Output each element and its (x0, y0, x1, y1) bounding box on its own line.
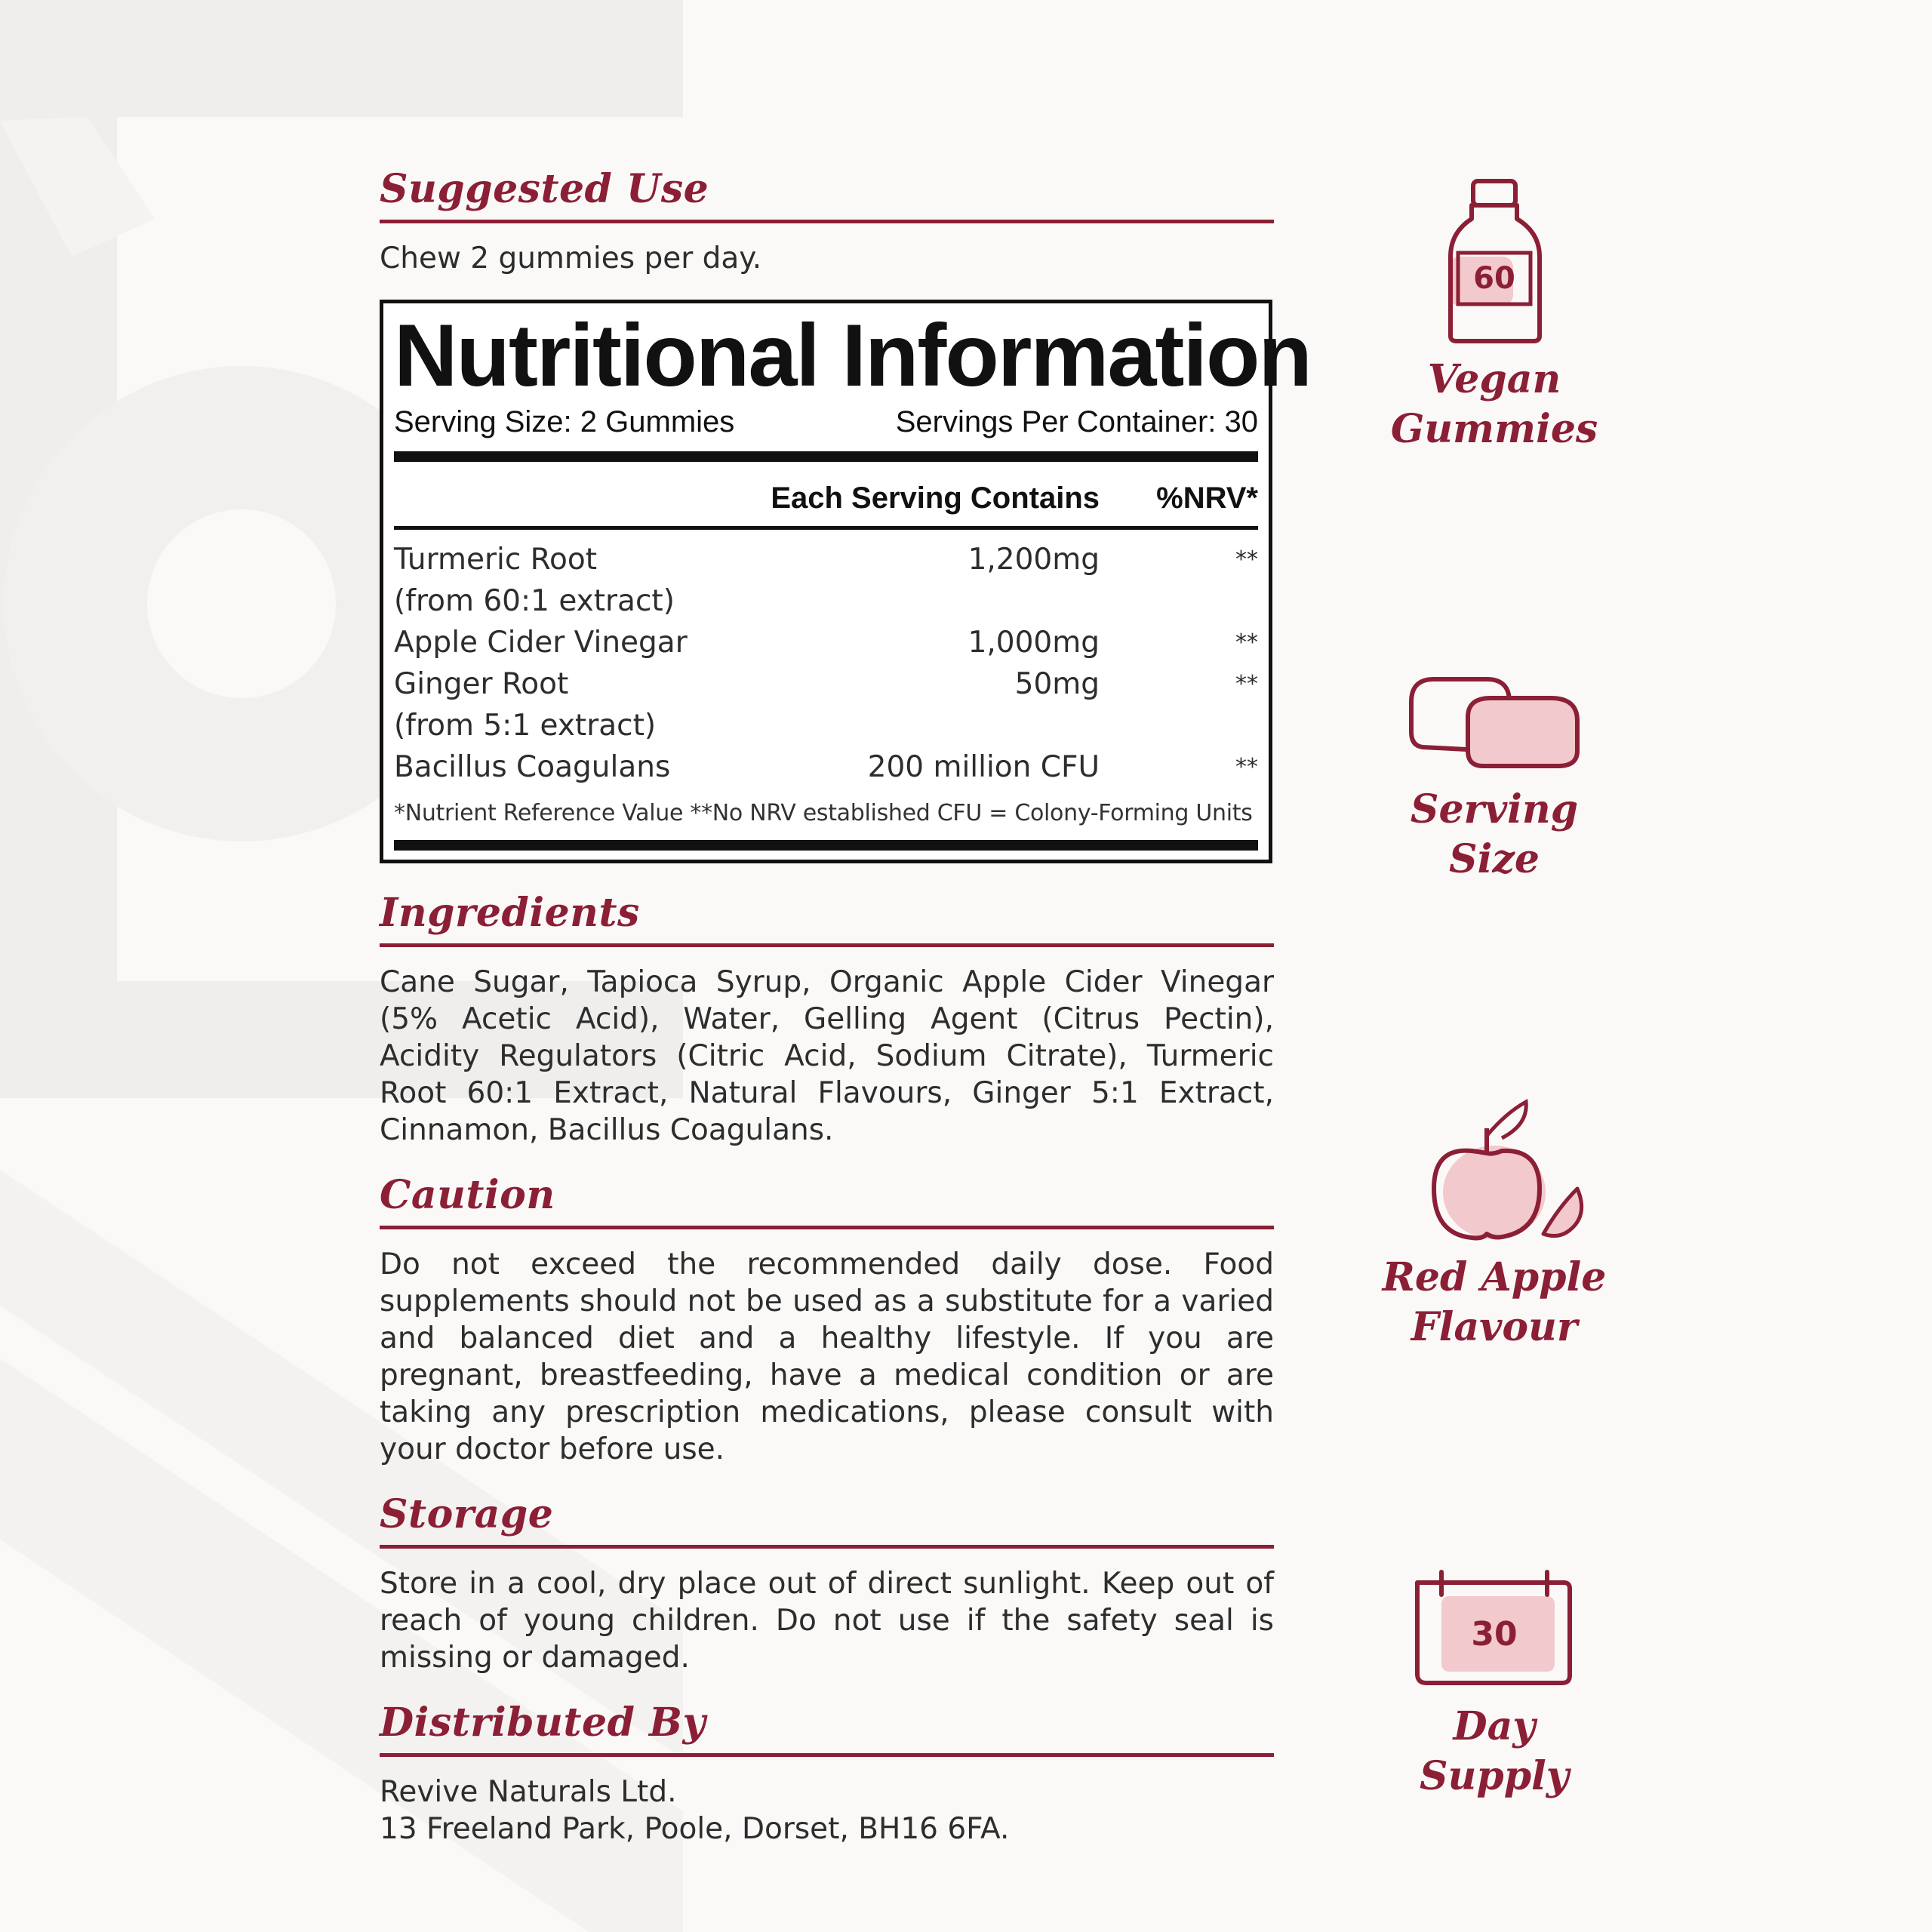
suggested-use-text: Chew 2 gummies per day. (380, 242, 762, 275)
servings-per-container: Servings Per Container: 30 (895, 405, 1258, 438)
header-blank (394, 481, 707, 515)
nutrition-rows (394, 530, 1258, 788)
nutrition-row (394, 705, 1258, 746)
header-nrv: %NRV* (1156, 481, 1258, 515)
nutrition-serving-info (394, 405, 1258, 462)
nutrition-row (394, 622, 1258, 663)
nutrient-amount: 1,200mg (968, 542, 1100, 577)
caution-heading: Caution (380, 1176, 1274, 1229)
nutrition-panel (380, 300, 1311, 863)
feature-label-line1: Serving (1410, 786, 1579, 832)
apple-icon (1389, 1094, 1600, 1245)
nutrient-name: Bacillus Coagulans (394, 749, 671, 784)
feature-label-line2: Flavour (1411, 1304, 1578, 1350)
nutrition-row (394, 663, 1258, 705)
label-content (380, 166, 1311, 1875)
nutrient-name: (from 60:1 extract) (394, 583, 675, 618)
feature-vegan-gummies (1351, 174, 1638, 454)
caution-section (380, 1171, 1274, 1468)
nutrition-row (394, 539, 1258, 580)
suggested-use-section (380, 166, 1274, 277)
feature-icons-column (1351, 0, 1638, 1932)
feature-label-line1: Red Apple (1382, 1254, 1607, 1300)
storage-section (380, 1491, 1274, 1676)
nutrient-nrv: ** (1235, 546, 1258, 573)
calendar-icon (1396, 1566, 1592, 1694)
storage-heading: Storage (380, 1495, 1274, 1549)
feature-label (1351, 1702, 1638, 1801)
nutrient-nrv: ** (1235, 670, 1258, 697)
nutrient-amount: 50mg (1014, 666, 1100, 701)
distributor-section (380, 1699, 1274, 1847)
feature-red-apple-flavour (1351, 1094, 1638, 1352)
calendar-days: 30 (1471, 1615, 1518, 1654)
nutrition-header-row (394, 462, 1258, 530)
feature-label (1351, 785, 1638, 884)
nutrient-amount: 1,000mg (968, 625, 1100, 660)
nutrient-nrv (1100, 580, 1258, 622)
nutrient-amount: 200 million CFU (867, 749, 1100, 784)
distributor-heading: Distributed By (380, 1703, 1274, 1757)
nutrient-nrv: ** (1235, 629, 1258, 656)
feature-label-line1: Day (1453, 1703, 1536, 1749)
serving-size: Serving Size: 2 Gummies (394, 405, 735, 438)
suggested-use-heading: Suggested Use (380, 170, 1274, 223)
ingredients-section (380, 889, 1274, 1149)
caution-text: Do not exceed the recommended daily dose. Food supplements should not be used as a substitute for a varied and balanced diet and a healthy lifestyle. If you are pregnant, breastfeeding, have a medical condition or are taking any prescription medications, please consult with your doctor before use. (380, 1247, 1274, 1466)
distributor-address: 13 Freeland Park, Poole, Dorset, BH16 6FA. (380, 1811, 1010, 1846)
nutrition-footnote: *Nutrient Reference Value **No NRV established CFU = Colony-Forming Units (394, 788, 1258, 851)
nutrition-title: Nutritional Information (394, 306, 1311, 405)
distributor-name: Revive Naturals Ltd. (380, 1774, 677, 1809)
feature-label-line2: Supply (1419, 1753, 1570, 1799)
nutrient-name: Apple Cider Vinegar (394, 625, 688, 660)
nutrition-row (394, 580, 1258, 622)
gummies-icon (1396, 672, 1592, 777)
feature-label-line2: Size (1449, 836, 1540, 882)
nutrient-amount (707, 580, 1100, 622)
nutrition-row (394, 746, 1258, 788)
nutrient-amount (707, 705, 1100, 746)
nutrient-name: Ginger Root (394, 666, 569, 701)
ingredients-heading: Ingredients (380, 894, 1274, 947)
feature-label-line2: Gummies (1390, 406, 1598, 452)
feature-label-line1: Vegan (1427, 356, 1561, 402)
nutrient-nrv (1100, 705, 1258, 746)
nutrient-name: (from 5:1 extract) (394, 708, 657, 743)
ingredients-text: Cane Sugar, Tapioca Syrup, Organic Apple Cider Vinegar (5% Acetic Acid), Water, Gelling Agent (Citrus Pectin), Acidity Regulators (Citric Acid, Sodium Citrate), Turmeric Root 60:1 Extract, Natural Flavours, Ginger 5:1 Extract, Cinnamon, Bacillus Coagulans. (380, 964, 1274, 1147)
feature-label (1351, 1253, 1638, 1352)
feature-serving-size (1351, 672, 1638, 884)
bottle-icon (1419, 174, 1570, 347)
header-amount: Each Serving Contains (771, 481, 1100, 515)
storage-text: Store in a cool, dry place out of direct sunlight. Keep out of reach of young children. Do not use if the safety seal is missing or damaged. (380, 1566, 1274, 1675)
nutrient-name: Turmeric Root (394, 542, 598, 577)
nutrient-nrv: ** (1235, 753, 1258, 780)
feature-day-supply (1351, 1566, 1638, 1801)
feature-label (1351, 355, 1638, 454)
bottle-count: 60 (1473, 261, 1515, 296)
